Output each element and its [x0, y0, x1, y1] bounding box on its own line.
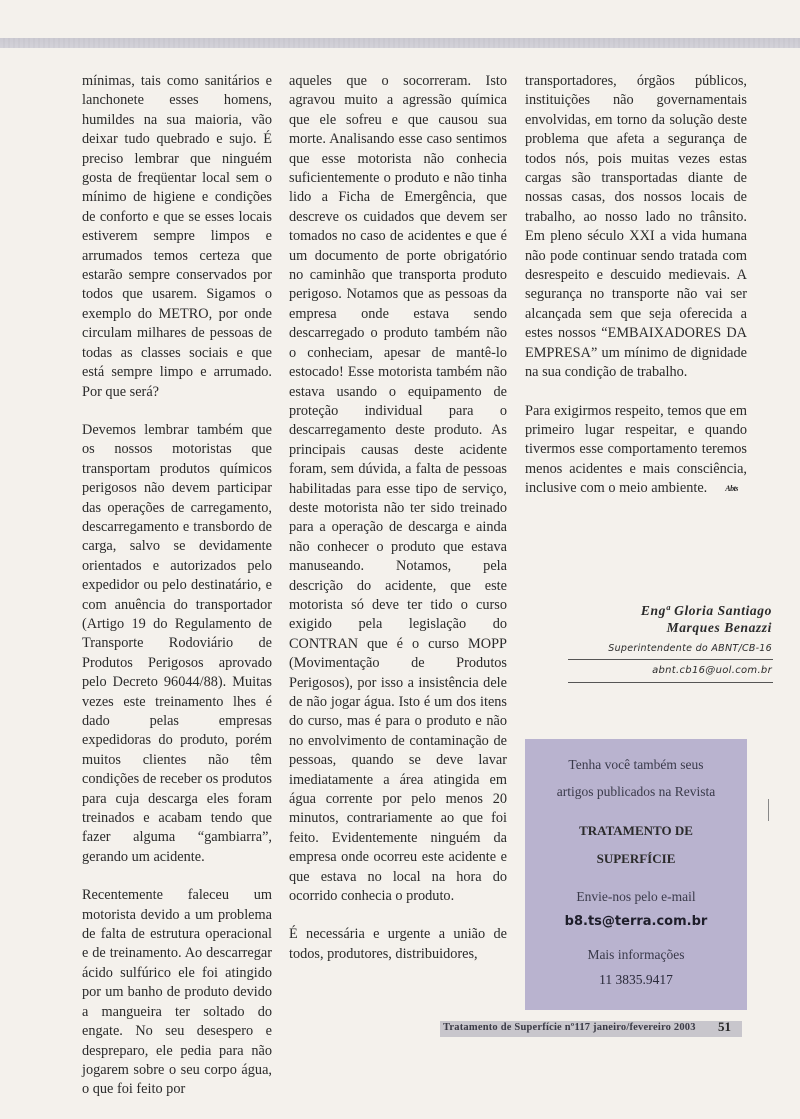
paragraph: mínimas, tais como sanitários e lanchonete esses homens, humildes na sua maioria, vão deixar tudo quebrado e sujo. É preciso lembrar que ninguém gosta de freqüentar local sem o mínimo de higiene e condições de conforto e que se esses locais estiverem sempre limpos e arrumados temos certeza que estarão sempre conservados por todos que usarem. Sigamos o exemplo do METRO, por onde circulam milhares de pessoas de todas as classes sociais e que está sempre limpo e arrumado. Por que será?	[82, 73, 272, 400]
page-number: 51	[718, 1019, 731, 1034]
author-signature	[525, 602, 772, 678]
margin-tick-mark	[768, 799, 769, 821]
paragraph: É necessária e urgente a união de todos, produtores, distribuidores,	[289, 926, 507, 962]
author-role: Superintendente do ABNT/CB-16	[608, 643, 772, 654]
paragraph: Recentemente faleceu um motorista devido a um problema de falta de estrutura operacional e de treinamento. Ao descarregar ácido sulfúrico ele foi atingido por um banho de produto devido a mangueira ter soltado do engate. No seu desespero e despreparo, ele pedia para não jogarem sobre o seu corpo água, o que foi feito por	[82, 887, 272, 1098]
paragraph: transportadores, órgãos públicos, instituições não governamentais envolvidas, em torno da solução deste problema que afeta a segurança de todos nós, pois muitas vezes estas cargas são transportadas diante de nossas casas, dos nossos locais de trabalho, ao nosso lado no trânsito. Em pleno século XXI a vida humana não pode continuar sendo tratada com desrespeito e descuido medievais. A segurança no transporte não vai ser alcançada sem que seja oferecida a estes nossos “EMBAIXADORES DA EMPRESA” um mínimo de dignidade na sua condição de trabalho.	[525, 73, 747, 381]
role-divider	[568, 659, 773, 660]
top-decorative-band	[0, 38, 800, 48]
end-of-article-mark: Abts	[725, 484, 738, 494]
promo-title-line-2: SUPERFÍCIE	[596, 851, 676, 866]
promo-email: b8.ts@terra.com.br	[564, 914, 708, 929]
article-column-3	[525, 72, 747, 518]
footer-publication-info: Tratamento de Superfície nº117 janeiro/fevereiro 2003	[443, 1022, 696, 1033]
top-band-texture	[0, 38, 800, 48]
author-name-line-1: Engª Gloria Santiago	[640, 603, 772, 618]
author-name-line-2: Marques Benazzi	[666, 620, 772, 635]
promo-contact-label: Envie-nos pelo e-mail	[576, 889, 696, 904]
promo-line-2: artigos publicados na Revista	[556, 784, 716, 799]
promo-line-1: Tenha você também seus	[568, 757, 704, 772]
paragraph-text: Para exigirmos respeito, temos que em primeiro lugar respeitar, e quando tivermos esse comportamento teremos menos acidentes e mais consciência, inclusive com o meio ambiente.	[525, 402, 747, 497]
promo-info-label: Mais informações	[587, 947, 685, 962]
email-divider	[568, 682, 773, 683]
paragraph: aqueles que o socorreram. Isto agravou muito a agressão química que ele sofreu e que causou sua morte. Analisando esse caso sentimos que esse motorista não conhecia suficientemente o produto e não tinha lido a Ficha de Emergência, que descreve os cuidados que devem ser tomados no caso de acidentes e que é um documento de porte obrigatório no caminhão que transporta produto perigoso. Notamos que as pessoas da empresa onde estava sendo descarregado o produto também não o conheciam, apesar de mantê-lo estocado! Esse motorista também não estava usando o equipamento de proteção individual para o descarregamento deste produto. As principais causas deste acidente foram, sem dúvida, a falta de pessoas habilitadas para esse tipo de serviço, deste motorista não ter sido treinado para a operação de descarga e ainda não conhecer o produto que estava manuseando. Notamos, pela descrição do acidente, que este motorista só deve ter tido o curso exigido pela legislação do CONTRAN que é o curso MOPP (Movimentação de Produtos Perigosos), por isso a insistência dele de não jogar água. Isto é um dos itens do curso, mas é para o produto e não no envolvimento de contaminação de pessoas, quando se deve lavar imediatamente a área atingida em água corrente por pelo menos 20 minutos, contrariamente ao que foi feito. Evidentemente ninguém da empresa onde ocorreu este acidente e que estava no local na hora do ocorrido conhecia o produto.	[289, 73, 507, 905]
promo-box	[525, 739, 747, 1010]
promo-title-line-1: TRATAMENTO DE	[579, 823, 693, 838]
paragraph: Devemos lembrar também que os nossos motoristas que transportam produtos químicos perigosos não devem participar das operações de carregamento, descarregamento e transbordo de carga, salvo se devidamente orientados e autorizados pelo expedidor ou pelo destinatário, e com anuência do transportador (Artigo 19 do Regulamento de Transporte Rodoviário de Produtos Perigosos aprovado pelo Decreto 96044/88). Muitas vezes este treinamento lhes é dado pelas empresas expedidoras do produto, porém muitos clientes não têm condições de receber os produtos para cuja descarga eles foram treinados e acabam tendo que fazer alguma “gambiarra”, gerando um acidente.	[82, 421, 272, 865]
promo-phone: 11 3835.9417	[599, 972, 673, 987]
author-email: abnt.cb16@uol.com.br	[652, 665, 772, 676]
paragraph	[525, 402, 747, 499]
article-column-2	[289, 72, 507, 983]
article-column-1	[82, 72, 272, 1119]
